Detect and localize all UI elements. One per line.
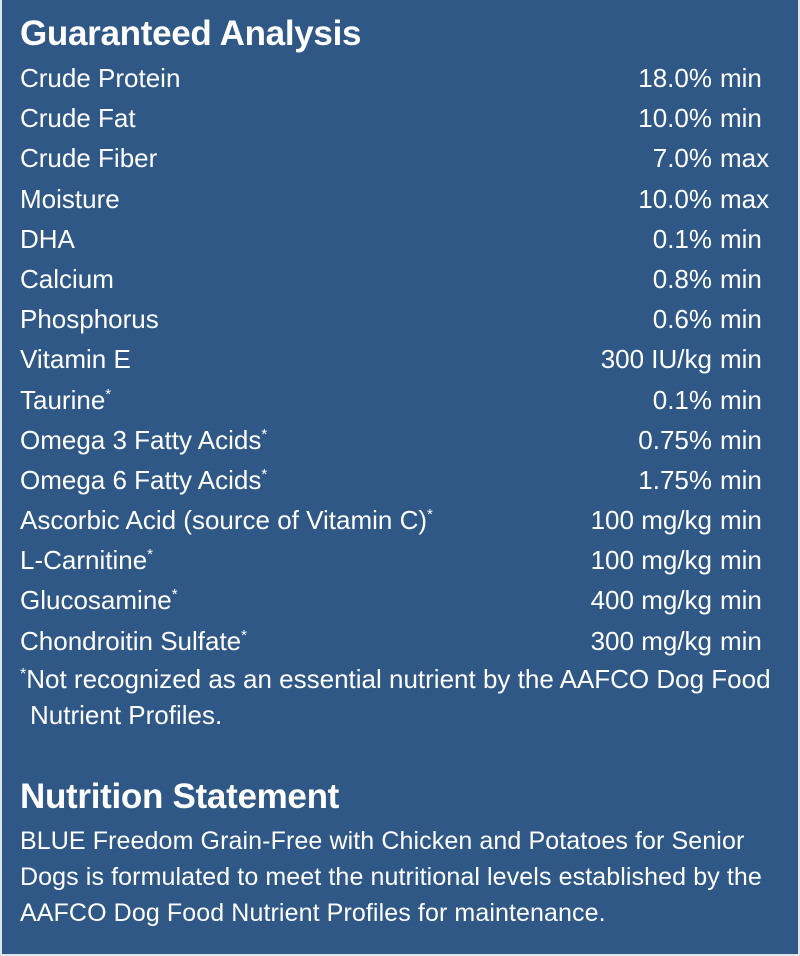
asterisk-mark: * <box>241 626 247 644</box>
nutrient-amount: 18.0% <box>638 63 712 93</box>
nutrient-amount: 10.0% <box>638 183 712 214</box>
asterisk-mark: * <box>105 385 112 403</box>
nutrient-qualifier: min <box>720 585 762 616</box>
nutrient-name-text: Phosphorus <box>20 304 159 335</box>
nutrient-name-text: L-Carnitine <box>20 545 148 576</box>
nutrient-name <box>20 500 433 540</box>
nutrient-name-text: Taurine <box>20 384 106 415</box>
nutrient-name <box>20 580 178 620</box>
analysis-row <box>20 179 770 219</box>
nutrient-amount: 300 IU/kg <box>600 344 712 375</box>
statement-line-1: BLUE Freedom Grain-Free with Chicken and Potatoes for Senior <box>20 827 745 855</box>
statement-line-3: AAFCO Dog Food Nutrient Profiles for maintenance. <box>20 899 606 927</box>
analysis-row <box>20 98 770 138</box>
analysis-row <box>20 420 770 460</box>
nutrient-qualifier: min <box>720 103 762 134</box>
nutrient-name <box>20 460 267 500</box>
analysis-row <box>20 460 770 500</box>
nutrient-name <box>20 621 247 661</box>
nutrient-qualifier: min <box>720 223 762 254</box>
nutrient-qualifier: min <box>720 464 762 495</box>
nutrient-amount: 300 mg/kg <box>590 625 712 656</box>
analysis-row <box>20 259 770 299</box>
nutrient-qualifier: min <box>720 263 762 294</box>
nutrient-qualifier: min <box>720 63 762 93</box>
analysis-table <box>20 58 770 661</box>
nutrient-name-text: Crude Protein <box>20 63 181 93</box>
nutrition-statement-text <box>20 823 795 931</box>
nutrient-name <box>20 58 180 98</box>
guaranteed-analysis-title: Guaranteed Analysis <box>20 14 362 53</box>
nutrient-name-text: Crude Fat <box>20 103 136 134</box>
nutrient-qualifier: min <box>720 545 762 576</box>
footnote <box>20 661 780 733</box>
analysis-row <box>20 58 770 98</box>
nutrient-name <box>20 299 159 339</box>
nutrient-name-text: Crude Fiber <box>20 143 158 174</box>
nutrient-amount: 100 mg/kg <box>590 545 712 576</box>
footnote-mark: * <box>20 666 27 683</box>
nutrient-qualifier: min <box>720 304 762 335</box>
footnote-line-1: Not recognized as an essential nutrient by the AAFCO Dog Food <box>26 664 771 694</box>
asterisk-mark: * <box>261 425 268 443</box>
statement-line-2: Dogs is formulated to meet the nutritional levels established by the <box>20 863 762 891</box>
analysis-row <box>20 500 770 540</box>
nutrient-name-text: Omega 3 Fatty Acids <box>20 424 262 455</box>
nutrient-amount: 0.1% <box>652 223 712 254</box>
asterisk-mark: * <box>261 465 268 483</box>
nutrient-name <box>20 420 267 460</box>
nutrient-name-text: DHA <box>20 223 75 254</box>
nutrient-amount: 0.75% <box>638 424 712 455</box>
nutrient-qualifier: min <box>720 424 762 455</box>
nutrient-name-text: Chondroitin Sulfate <box>20 625 242 656</box>
nutrient-name-text: Omega 6 Fatty Acids <box>20 464 262 495</box>
nutrient-qualifier: min <box>720 505 762 536</box>
nutrient-qualifier: max <box>720 183 770 214</box>
analysis-row <box>20 380 770 420</box>
nutrient-amount: 400 mg/kg <box>590 585 712 616</box>
analysis-row <box>20 219 770 259</box>
nutrient-name-text: Calcium <box>20 263 114 294</box>
analysis-row <box>20 621 770 661</box>
asterisk-mark: * <box>171 586 178 604</box>
nutrient-amount: 0.6% <box>652 304 712 335</box>
nutrient-qualifier: min <box>720 344 762 375</box>
nutrient-name-text: Glucosamine <box>20 585 172 616</box>
nutrient-name <box>20 259 114 299</box>
nutrition-statement-title: Nutrition Statement <box>20 777 340 816</box>
nutrient-name <box>20 98 136 138</box>
footnote-line-2: Nutrient Profiles. <box>30 700 223 730</box>
nutrient-name-text: Moisture <box>20 183 120 214</box>
analysis-row <box>20 299 770 339</box>
nutrient-name <box>20 179 120 219</box>
nutrient-name-text: Ascorbic Acid (source of Vitamin C) <box>20 505 427 536</box>
nutrient-name <box>20 380 111 420</box>
analysis-row <box>20 138 770 178</box>
asterisk-mark: * <box>427 506 433 524</box>
analysis-row <box>20 540 770 580</box>
asterisk-mark: * <box>147 546 154 564</box>
analysis-row <box>20 580 770 620</box>
nutrient-amount: 100 mg/kg <box>590 505 712 536</box>
nutrient-qualifier: max <box>720 143 770 174</box>
nutrient-qualifier: min <box>720 384 762 415</box>
nutrient-name <box>20 339 131 379</box>
nutrient-name <box>20 540 153 580</box>
nutrient-qualifier: min <box>720 625 762 656</box>
nutrient-name <box>20 219 75 259</box>
nutrient-amount: 7.0% <box>652 143 712 174</box>
analysis-row <box>20 339 770 379</box>
nutrient-amount: 1.75% <box>638 464 712 495</box>
nutrient-amount: 0.8% <box>652 263 712 294</box>
nutrient-name-text: Vitamin E <box>20 344 131 375</box>
nutrient-name <box>20 138 157 178</box>
nutrient-amount: 0.1% <box>652 384 712 415</box>
nutrient-amount: 10.0% <box>638 103 712 134</box>
